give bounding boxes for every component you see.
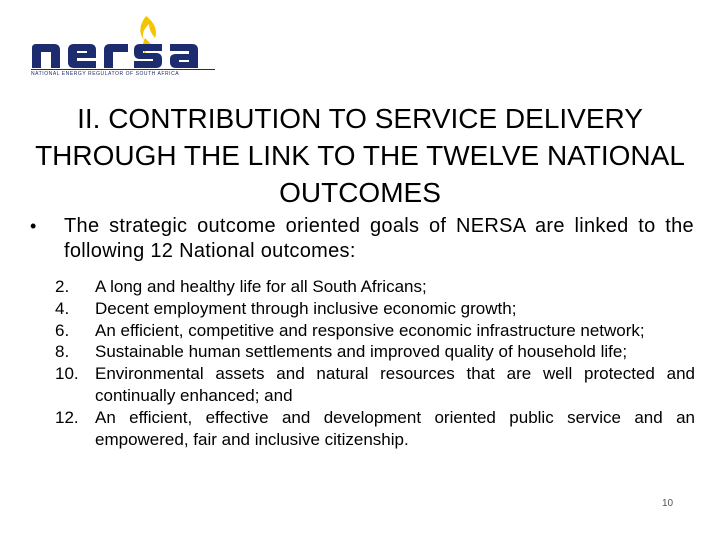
list-item <box>55 341 695 363</box>
outcome-number: 8. <box>55 342 70 362</box>
slide-title: II. CONTRIBUTION TO SERVICE DELIVERY THROUGH THE LINK TO THE TWELVE NATIONAL OUTCOMES <box>35 103 685 208</box>
outcome-text: An efficient, competitive and responsive economic infrastructure network; <box>95 320 645 340</box>
list-item <box>55 276 695 298</box>
outcome-text: Decent employment through inclusive economic growth; <box>95 298 517 318</box>
outcome-text: A long and healthy life for all South Africans; <box>95 277 427 296</box>
list-item <box>55 363 695 407</box>
outcome-number: 4. <box>55 298 70 318</box>
outcome-number: 12. <box>55 407 79 427</box>
list-item <box>55 320 695 342</box>
outcome-number: 6. <box>55 320 70 340</box>
logo-caption: NATIONAL ENERGY REGULATOR OF SOUTH AFRICA <box>31 69 215 77</box>
outcome-text: Environmental assets and natural resources that are well protected and continually enhanced; and <box>95 364 695 405</box>
outcome-number: 2. <box>55 277 70 296</box>
page-number: 10 <box>662 498 674 509</box>
list-item <box>55 407 695 451</box>
bullet-icon: • <box>30 216 37 236</box>
intro-text: The strategic outcome oriented goals of NERSA are linked to the following 12 National outcomes: <box>64 215 694 262</box>
outcomes-list <box>55 276 695 450</box>
outcome-text: Sustainable human settlements and improved quality of household life; <box>95 342 628 362</box>
outcome-number: 10. <box>55 364 79 384</box>
list-item <box>55 298 695 320</box>
outcome-text: An efficient, effective and development oriented public service and an empowered, fair and inclusive citizenship. <box>95 407 695 449</box>
